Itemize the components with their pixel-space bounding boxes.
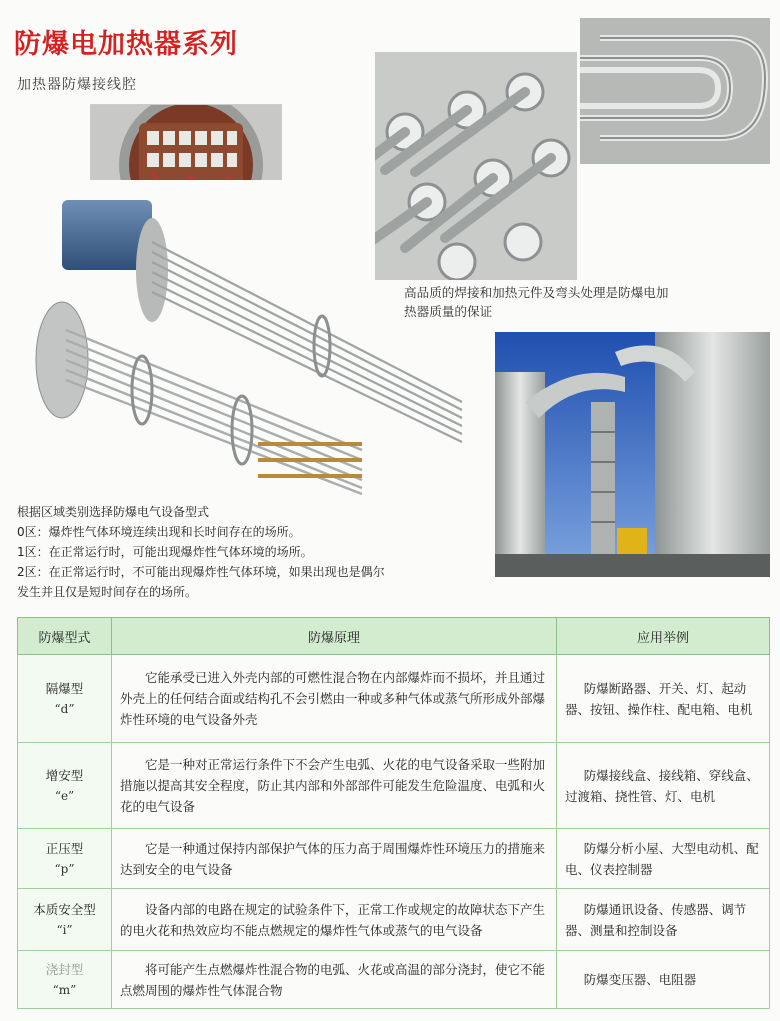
principle-cell: 它能承受已进入外壳内部的可燃性混合物在内部爆炸而不损坏，并且通过外壳上的任何结合面或结构孔不会引燃由一种或多种气体或蒸气所形成外部爆炸性环境的电气设备外壳	[112, 655, 557, 743]
principle-cell: 它是一种对正常运行条件下不会产生电弧、火花的电气设备采取一些附加措施以提高其安全程度，防止其内部和外部部件可能发生危险温度、电弧和火花的电气设备	[112, 743, 557, 829]
zone-classification	[17, 502, 387, 602]
table-row	[18, 743, 770, 829]
header-principle: 防爆原理	[112, 618, 557, 655]
bent-tubes-photo	[580, 18, 770, 164]
zone-2: 2区：在正常运行时，不可能出现爆炸性气体环境，如果出现也是偶尔发生并且仅是短时间存在的场所。	[17, 565, 385, 599]
zone-1: 1区：在正常运行时，可能出现爆炸性气体环境的场所。	[17, 545, 313, 559]
refinery-photo	[495, 332, 770, 577]
type-name: 正压型	[45, 840, 84, 856]
table-row	[18, 655, 770, 743]
type-name: 隔爆型	[45, 680, 84, 696]
example-cell: 防爆断路器、开关、灯、起动器、按钮、操作柱、配电箱、电机	[557, 655, 770, 743]
principle-cell: 设备内部的电路在规定的试验条件下，正常工作或规定的故障状态下产生的电火花和热效应均不能点燃规定的爆炸性气体或蒸气的电气设备	[112, 889, 557, 951]
type-cell	[18, 951, 112, 1009]
weld-caption: 高品质的焊接和加热元件及弯头处理是防爆电加热器质量的保证	[404, 285, 669, 319]
type-name: 本质安全型	[33, 901, 96, 917]
type-cell	[18, 655, 112, 743]
principle-cell: 将可能产生点燃爆炸性混合物的电弧、火花或高温的部分浇封，使它不能点燃周围的爆炸性气体混合物	[112, 951, 557, 1009]
welded-tubes-photo	[375, 52, 577, 280]
type-code: “d”	[54, 701, 75, 716]
type-cell	[18, 743, 112, 829]
type-code: “e”	[54, 788, 75, 803]
page-title: 防爆电加热器系列	[14, 29, 238, 60]
type-cell	[18, 829, 112, 889]
explosion-proof-table	[17, 617, 770, 1009]
zone-heading: 根据区域类别选择防爆电气设备型式	[17, 505, 210, 519]
header-example: 应用举例	[557, 618, 770, 655]
example-cell: 防爆通讯设备、传感器、调节器、测量和控制设备	[557, 889, 770, 951]
principle-cell: 它是一种通过保持内部保护气体的压力高于周围爆炸性环境压力的措施来达到安全的电气设备	[112, 829, 557, 889]
page-subtitle: 加热器防爆接线腔	[17, 77, 137, 93]
type-code: “m”	[52, 982, 77, 997]
type-code: “p”	[54, 861, 75, 876]
example-cell: 防爆接线盒、接线箱、穿线盒、过渡箱、挠性管、灯、电机	[557, 743, 770, 829]
table-row	[18, 951, 770, 1009]
table-row	[18, 829, 770, 889]
table-row	[18, 889, 770, 951]
example-cell: 防爆分析小屋、大型电动机、配电、仪表控制器	[557, 829, 770, 889]
type-name: 浇封型	[45, 961, 84, 977]
header-type: 防爆型式	[18, 618, 112, 655]
example-cell: 防爆变压器、电阻器	[557, 951, 770, 1009]
type-code: “i”	[56, 922, 73, 937]
type-cell	[18, 889, 112, 951]
type-name: 增安型	[45, 767, 84, 783]
zone-0: 0区：爆炸性气体环境连续出现和长时间存在的场所。	[17, 525, 301, 539]
table-header-row	[18, 618, 770, 655]
